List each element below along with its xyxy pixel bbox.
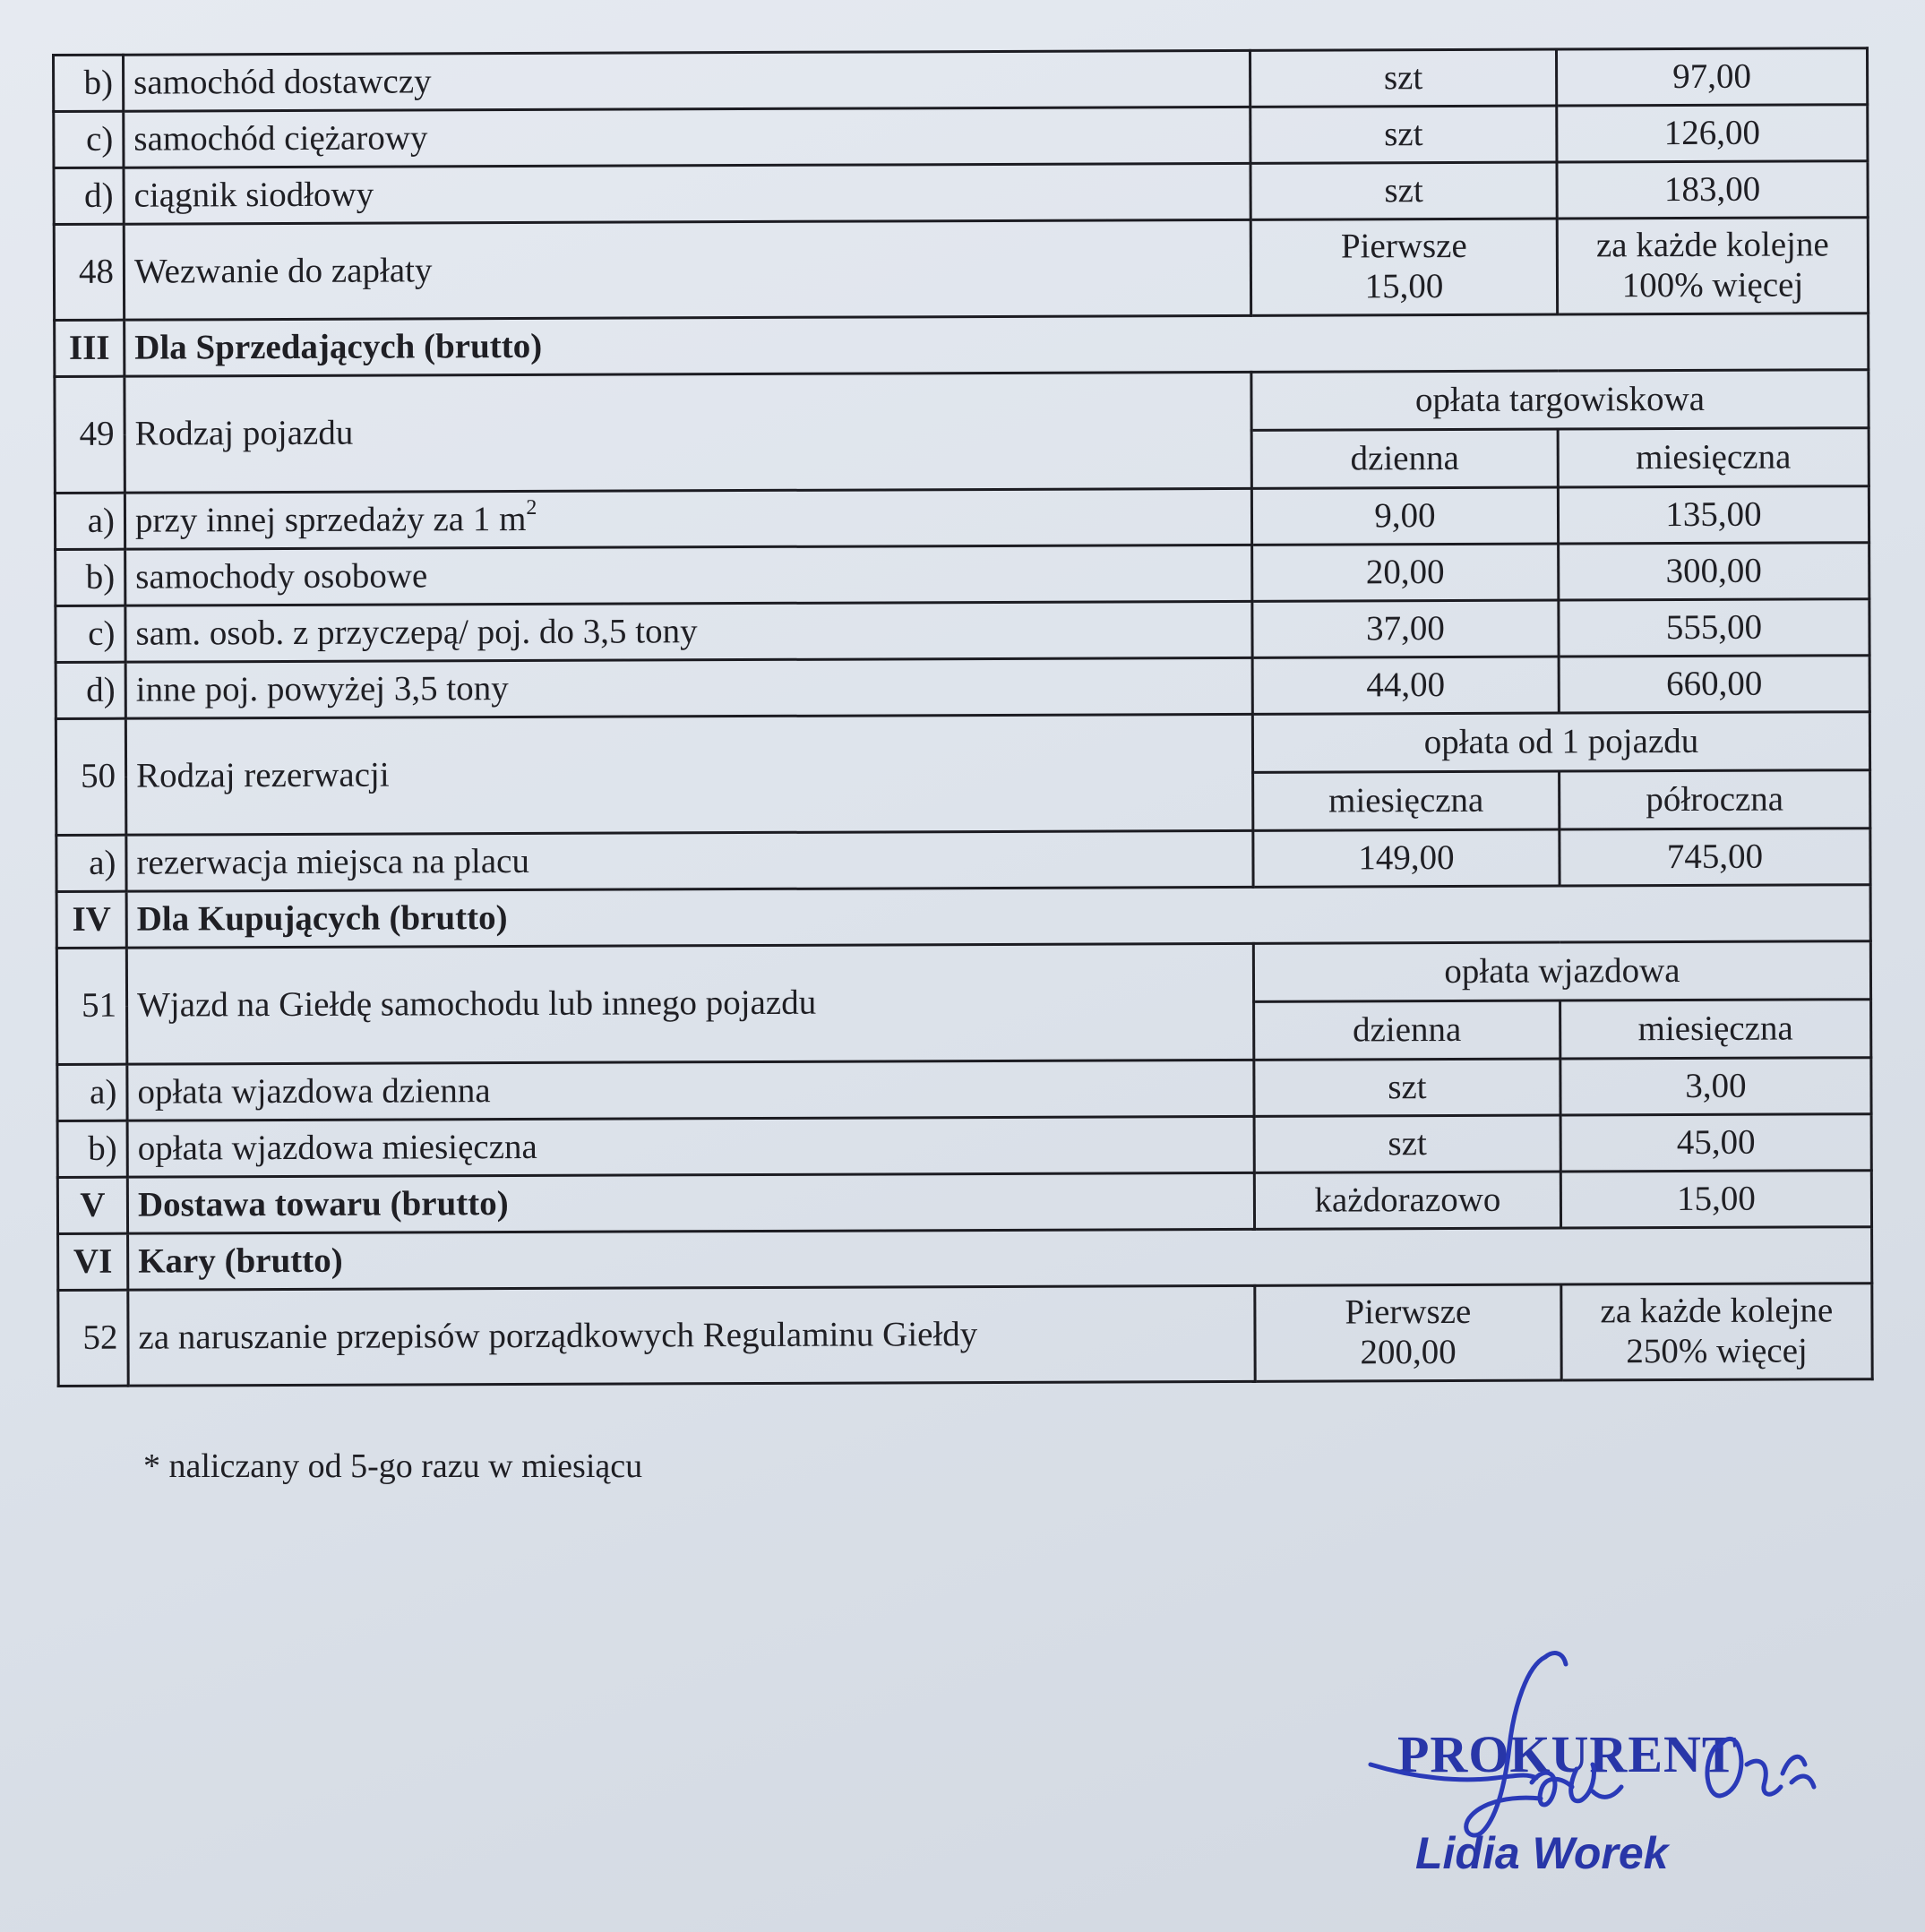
row-description: Wjazd na Giełdę samochodu lub innego pojazdu	[126, 943, 1253, 1064]
row-description: opłata wjazdowa dzienna	[127, 1060, 1254, 1121]
row-unit: każdorazowo	[1254, 1172, 1560, 1229]
next-fee-cell	[1561, 1284, 1872, 1380]
row-number: d)	[56, 662, 125, 718]
row-number: b)	[56, 549, 125, 605]
section-row-v	[57, 1171, 1871, 1234]
row-number: a)	[57, 1064, 127, 1121]
table-row	[54, 48, 1868, 112]
fee-table-container	[52, 54, 1866, 1387]
row-number: b)	[57, 1121, 127, 1177]
monthly-fee: 555,00	[1559, 599, 1869, 657]
row-unit: szt	[1250, 106, 1557, 163]
row-number: d)	[54, 167, 124, 224]
row-description: rezerwacja miejsca na placu	[126, 830, 1253, 891]
next-fee-label: za każde kolejne	[1595, 225, 1829, 265]
row-number: 49	[55, 376, 125, 493]
section-title: Kary (brutto)	[128, 1227, 1872, 1290]
table-row-51	[56, 941, 1870, 1007]
row-value: 15,00	[1560, 1171, 1871, 1228]
handwritten-signature-icon	[1362, 1639, 1863, 1908]
row-value: 45,00	[1560, 1114, 1871, 1172]
column-group-header: opłata od 1 pojazdu	[1252, 712, 1869, 773]
table-row	[57, 1114, 1871, 1178]
half-year-fee: 745,00	[1560, 829, 1870, 886]
row-number: 51	[56, 948, 126, 1064]
section-row-vi	[58, 1227, 1872, 1291]
table-row	[55, 486, 1869, 550]
row-number: 48	[54, 224, 124, 320]
fee-table	[52, 47, 1874, 1387]
row-number: b)	[54, 55, 124, 111]
row-description-text: przy innej sprzedaży za 1 m	[134, 499, 527, 540]
row-number: a)	[55, 493, 125, 549]
section-row-iii	[55, 313, 1869, 377]
table-row	[54, 161, 1868, 225]
table-row	[56, 599, 1869, 663]
section-number: VI	[58, 1233, 128, 1290]
row-description: sam. osob. z przyczepą/ poj. do 3,5 tony	[125, 601, 1252, 662]
daily-fee: 9,00	[1251, 487, 1558, 545]
column-header-monthly: miesięczna	[1253, 771, 1560, 830]
row-number: a)	[56, 835, 126, 891]
row-number: c)	[56, 605, 125, 662]
row-value: 126,00	[1557, 105, 1868, 162]
row-description: Wezwanie do zapłaty	[124, 219, 1250, 320]
section-number: V	[57, 1177, 127, 1233]
first-fee-cell	[1250, 219, 1557, 315]
section-number: IV	[56, 891, 126, 948]
column-header-half-year: półroczna	[1560, 770, 1870, 829]
row-description: samochód dostawczy	[124, 50, 1250, 111]
stamp-title: PROKURENT	[1397, 1725, 1738, 1783]
row-description: samochód ciężarowy	[124, 107, 1250, 167]
first-fee-label: Pierwsze	[1345, 1292, 1472, 1332]
table-row	[56, 543, 1869, 606]
next-fee-label: za każde kolejne	[1600, 1291, 1834, 1331]
column-group-header: opłata targowiskowa	[1251, 370, 1869, 431]
row-number: c)	[54, 111, 124, 167]
table-row	[57, 1058, 1871, 1121]
row-description: ciągnik siodłowy	[124, 163, 1250, 224]
section-title: Dla Sprzedających (brutto)	[125, 313, 1869, 376]
stamp-name: Lidia Worek	[1415, 1828, 1669, 1878]
first-fee-cell	[1255, 1284, 1561, 1381]
footnote: * naliczany od 5-go razu w miesiącu	[143, 1447, 643, 1485]
monthly-fee: 149,00	[1253, 829, 1560, 887]
superscript: 2	[526, 495, 537, 519]
row-description: za naruszanie przepisów porządkowych Regulaminu Giełdy	[128, 1285, 1255, 1386]
row-unit: szt	[1254, 1059, 1560, 1116]
row-number: 50	[56, 718, 125, 835]
section-row-iv	[56, 885, 1870, 949]
row-unit: szt	[1254, 1115, 1560, 1172]
section-title: Dla Kupujących (brutto)	[126, 885, 1870, 948]
row-value: 183,00	[1557, 161, 1868, 219]
column-header-daily: dzienna	[1254, 1000, 1560, 1060]
section-number: III	[55, 320, 125, 376]
next-fee-value: 100% więcej	[1621, 265, 1804, 305]
column-header-monthly: miesięczna	[1558, 428, 1869, 487]
section-title: Dostawa towaru (brutto)	[127, 1172, 1254, 1233]
row-number: 52	[58, 1290, 128, 1386]
signature-stamp	[1362, 1639, 1863, 1908]
next-fee-value: 250% więcej	[1626, 1331, 1808, 1371]
row-unit: szt	[1250, 49, 1556, 107]
first-fee-value: 15,00	[1364, 267, 1444, 306]
row-unit: szt	[1250, 162, 1557, 219]
daily-fee: 44,00	[1252, 657, 1559, 714]
column-header-monthly: miesięczna	[1560, 1000, 1871, 1059]
row-description: Rodzaj rezerwacji	[125, 714, 1252, 835]
next-fee-cell	[1557, 218, 1868, 314]
first-fee-label: Pierwsze	[1340, 227, 1467, 266]
row-value: 3,00	[1560, 1058, 1871, 1115]
row-description	[125, 488, 1251, 549]
table-row-52	[58, 1284, 1872, 1387]
table-row-50	[56, 712, 1869, 777]
row-description: opłata wjazdowa miesięczna	[127, 1116, 1254, 1177]
first-fee-value: 200,00	[1360, 1332, 1457, 1372]
table-row-48	[54, 218, 1868, 321]
row-description: samochody osobowe	[125, 545, 1252, 605]
monthly-fee: 135,00	[1558, 486, 1869, 544]
table-row	[56, 656, 1869, 719]
daily-fee: 37,00	[1252, 600, 1559, 657]
row-description: inne poj. powyżej 3,5 tony	[125, 657, 1252, 718]
monthly-fee: 300,00	[1559, 543, 1869, 600]
column-group-header: opłata wjazdowa	[1253, 941, 1870, 1002]
column-header-daily: dzienna	[1251, 429, 1558, 488]
row-value: 97,00	[1556, 48, 1867, 106]
row-description: Rodzaj pojazdu	[125, 372, 1251, 493]
monthly-fee: 660,00	[1559, 656, 1869, 713]
daily-fee: 20,00	[1252, 544, 1559, 601]
table-row	[54, 105, 1868, 168]
table-row-49	[55, 370, 1869, 435]
table-row	[56, 829, 1870, 892]
